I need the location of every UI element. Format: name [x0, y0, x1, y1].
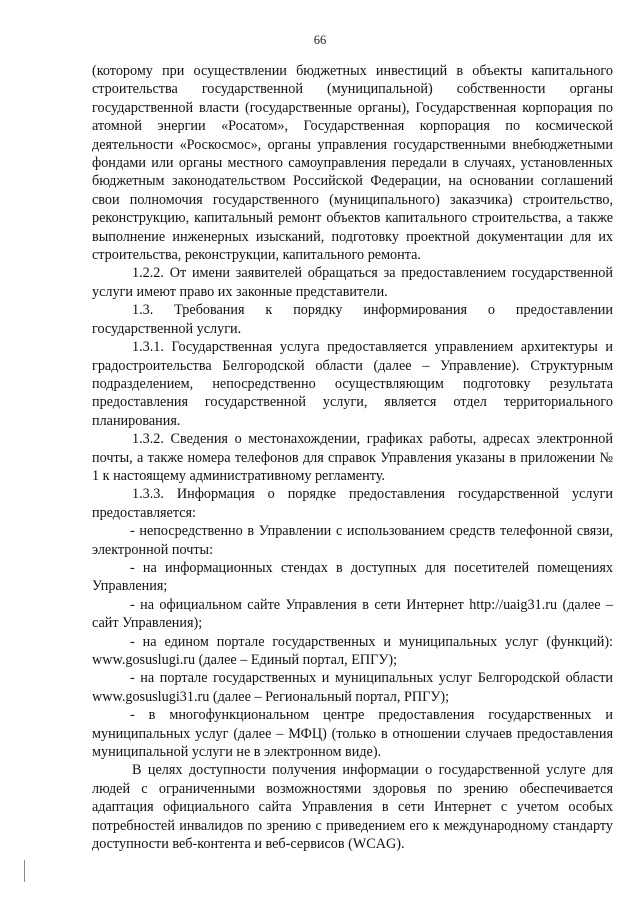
list-item-rpgu: - на портале государственных и муниципальных услуг Белгородской области www.gosuslugi31.ru (далее – Региональный портал, РПГУ); — [92, 670, 613, 705]
list-item-mfc: - в многофункциональном центре предоставления государственных и муниципальных услуг (далее – МФЦ) (только в отношении случаев предоставления муниципальной услуги не в электронном виде). — [92, 707, 613, 761]
list-item-official-site: - на официальном сайте Управления в сети Интернет http://uaig31.ru (далее – сайт Управления); — [92, 596, 613, 632]
scan-margin-mark — [24, 860, 25, 882]
list-item-phone-email: - непосредственно в Управлении с использованием средств телефонной связи, электронной почты: — [92, 523, 613, 558]
paragraph-1-3-1: 1.3.1. Государственная услуга предоставляется управлением архитектуры и градостроительства Белгородской области (далее – Управление). Структурным подразделением, непосредственно осуществляющим подготовку результата предоставления государственной услуги, является отдел территориального планирования. — [92, 339, 613, 429]
paragraph-1-2-2: 1.2.2. От имени заявителей обращаться за предоставлением государственной услуги имеют право их законные представители. — [92, 265, 613, 300]
document-body — [92, 62, 613, 853]
paragraph-1-3: 1.3. Требования к порядку информирования о предоставлении государственной услуги. — [92, 302, 613, 337]
list-item-epgu: - на едином портале государственных и муниципальных услуг (функций): www.gosuslugi.ru (далее – Единый портал, ЕПГУ); — [92, 633, 613, 668]
page-number: 66 — [313, 33, 327, 47]
paragraph-accessibility: В целях доступности получения информации о государственной услуге для людей с ограниченными возможностями здоровья по зрению обеспечивается адаптация официального сайта Управления в сети Интернет с учетом особых потребностей инвалидов по зрению с приведением его к международному стандарту доступности веб-контента и веб-сервисов (WCAG). — [92, 762, 613, 853]
paragraph-capital-construction: (которому при осуществлении бюджетных инвестиций в объекты капитального строительства государственной (муниципальной) собственности органы государственной власти (государственные органы), Государственная корпорация по атомной энергии «Росатом», Государственная корпорация по космической деятельности «Роскосмос», органы управления государственными внебюджетными фондами или органы местного самоуправления передали в случаях, установленных бюджетным законодательством Российской Федерации, на основании соглашений свои полномочия государственного (муниципального) заказчика) строительство, реконструкцию, капитальный ремонт объектов капитального строительства, а также выполнение инженерных изысканий, подготовку проектной документации для их строительства, реконструкции, капитального ремонта. — [92, 63, 613, 264]
paragraph-1-3-3: 1.3.3. Информация о порядке предоставления государственной услуги предоставляется: — [92, 486, 613, 521]
paragraph-1-3-2: 1.3.2. Сведения о местонахождении, графиках работы, адресах электронной почты, а также номера телефонов для справок Управления указаны в приложении № 1 к настоящему административному регламенту. — [92, 431, 613, 484]
list-item-info-stands: - на информационных стендах в доступных для посетителей помещениях Управления; — [92, 559, 613, 595]
